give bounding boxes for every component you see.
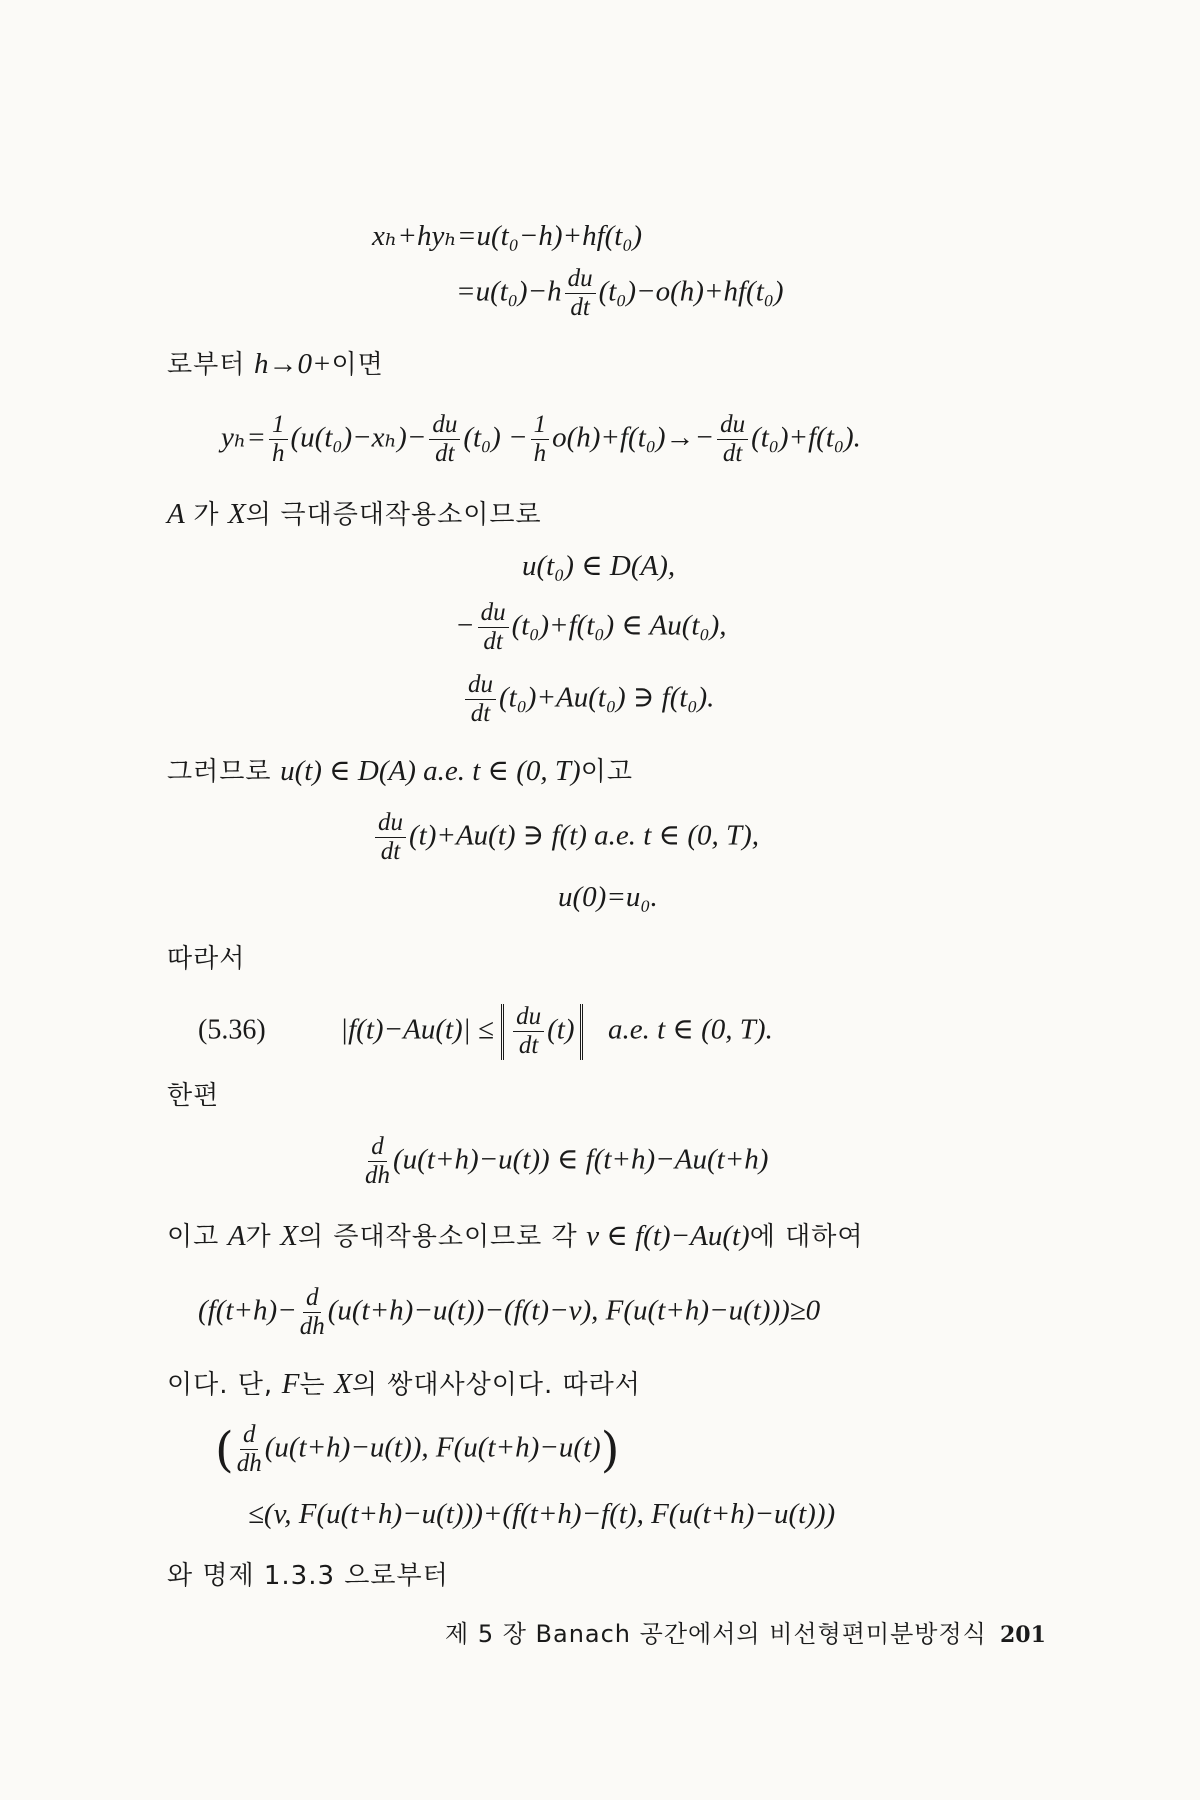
equation-initial: u(0)=u₀.: [558, 881, 658, 913]
text-therefore: 그러므로 u(t) ∈ D(A) a.e. t ∈ (0, T)이고: [167, 755, 633, 787]
equation-final-line2: ≤(v, F(u(t+h)−u(t)))+(f(t+h)−f(t), F(u(t+h)−u(t))): [248, 1498, 836, 1530]
equation-final-line1: ( $\frac{d}{dh}$ (u(t+h)−u(t)), F(u(t+h)−u(t)): [215, 1421, 620, 1478]
equation-5-36: (5.36) |f(t)−Au(t)| ≤ $\frac{du}{dt}$ (t) a.e. t ∈ (0, T).: [198, 1003, 773, 1060]
text-duality-map: 이다. 단, F는 X의 쌍대사상이다. 따라서: [167, 1368, 641, 1400]
text-maximal-accretive: A 가 X의 극대증대작용소이므로: [167, 498, 542, 530]
equation-mem2: − $\frac{du}{dt}$ (t₀)+f(t₀) ∈ Au(t₀),: [455, 599, 727, 656]
page-number: 201: [1000, 1622, 1046, 1648]
equation-mem3: $\frac{du}{dt}$ (t₀)+Au(t₀) ∋ f(t₀).: [462, 672, 714, 728]
text-accretive-each: 이고 A가 X의 증대작용소이므로 각 v ∈ f(t)−Au(t)에 대하여: [167, 1220, 864, 1252]
equation-xh-line2: =u(t₀)−h $\frac{du}{dt}$ (t₀)−o(h)+hf(t₀): [456, 265, 784, 322]
equation-yh: yₕ= $\frac{1}{h}$ (u(t₀)−xₕ)− $\frac{du}{dt}$ (t₀) − $\frac{1}{h}$ o(h)+f(t₀)→− $\frac{du}{dt}$ (t₀)+f(t₀).: [221, 411, 861, 468]
text-meanwhile: 한편: [167, 1081, 220, 1111]
equation-evolution: $\frac{du}{dt}$ (t)+Au(t) ∋ f(t) a.e. t ∈ (0, T),: [372, 810, 759, 866]
equation-mem1: u(t₀) ∈ D(A),: [522, 550, 676, 582]
equation-duality-inequality: (f(t+h)− $\frac{d}{dh}$ (u(t+h)−u(t))−(f(t)−v), F(u(t+h)−u(t)))≥0: [198, 1284, 821, 1341]
running-footer: 제 5 장 Banach 공간에서의 비선형편미분방정식: [445, 1620, 987, 1648]
text-hence: 따라서: [167, 944, 246, 974]
equation-xh-line1: xₕ+hyₕ=u(t₀−h)+hf(t₀): [372, 220, 643, 252]
equation-number: (5.36): [198, 1014, 266, 1046]
text-with-proposition: 와 명제 1.3.3 으로부터: [167, 1561, 449, 1591]
text-from-here: 로부터 h→0+이면: [167, 348, 384, 380]
equation-dh-membership: $\frac{d}{dh}$ (u(t+h)−u(t)) ∈ f(t+h)−Au(t+h): [365, 1133, 769, 1190]
